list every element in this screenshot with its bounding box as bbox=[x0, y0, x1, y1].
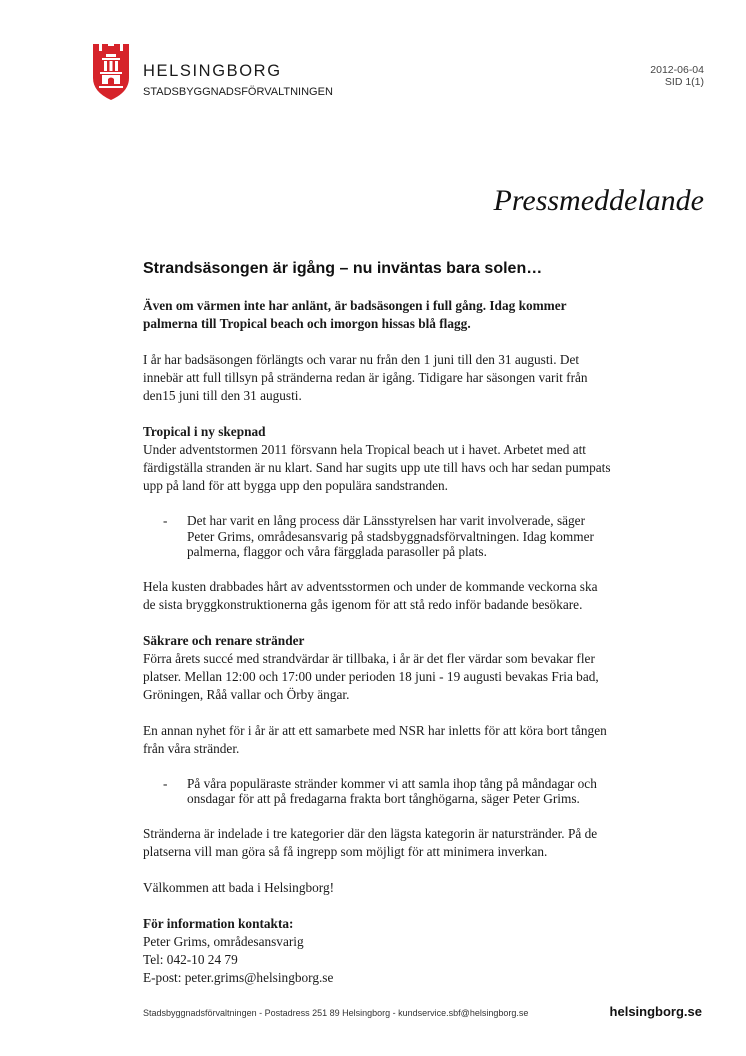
quote-text: Det har varit en lång process där Länsstyrelsen har varit involverade, säger Peter Grims, områdesansvarig på stadsbyggnadsförvaltningen. Idag kommer palmerna, flaggor och våra färgglada parasoller på plats. bbox=[187, 513, 594, 559]
document-type-heading: Pressmeddelande bbox=[493, 184, 704, 217]
quote-dash: - bbox=[163, 775, 168, 791]
press-release-title: Strandsäsongen är igång – nu inväntas bara solen… bbox=[143, 260, 543, 277]
helsingborg-crest-logo bbox=[92, 44, 130, 100]
paragraph-welcome: Välkommen att bada i Helsingborg! bbox=[143, 879, 335, 895]
paragraph-coast: Hela kusten drabbades hårt av adventsstormen och under de kommande veckorna ska de sista bryggkonstruktionerna gås igenom för att stå redo inför badande besökare. bbox=[143, 578, 598, 612]
quote-text: På våra populäraste stränder kommer vi att samla ihop tång på måndagar och onsdagar för att på fredagarna frakta bort tånghögarna, säger Peter Grims. bbox=[187, 775, 597, 806]
footer-website: helsingborg.se bbox=[609, 1004, 702, 1019]
department-name: STADSBYGGNADSFÖRVALTNINGEN bbox=[143, 86, 333, 98]
paragraph-categories: Stränderna är indelade i tre kategorier där den lägsta kategorin är naturstränder. På de platserna vill man göra så få ingrepp som möjligt för att minimera inverkan. bbox=[143, 825, 598, 859]
contact-block bbox=[143, 915, 613, 987]
lead-paragraph: Även om värmen inte har anlänt, är badsäsongen i full gång. Idag kommer palmerna till Tropical beach och imorgon hissas blå flagg. bbox=[143, 298, 567, 331]
contact-phone: Tel: 042-10 24 79 bbox=[143, 951, 238, 967]
section-text-tropical: Under adventstormen 2011 försvann hela Tropical beach ut i havet. Arbetet med att färdigställa stranden är nu klart. Sand har sugits upp ute till havs och har sedan pumpats upp på land för att bygga upp den populära sandstranden. bbox=[143, 442, 611, 493]
contact-email: E-post: peter.grims@helsingborg.se bbox=[143, 969, 334, 985]
section-tropical bbox=[143, 423, 613, 495]
press-release-body bbox=[143, 259, 613, 987]
document-meta bbox=[650, 64, 704, 88]
paragraph-season: I år har badsäsongen förlängts och varar nu från den 1 juni till den 31 augusti. Det innebär att full tillsyn på stränderna redan är igång. Tidigare har säsongen varit från den15 juni till den 31 augusti. bbox=[143, 352, 588, 403]
document-date: 2012-06-04 bbox=[650, 64, 704, 76]
section-safety bbox=[143, 632, 613, 704]
paragraph-nsr: En annan nyhet för i år är att ett samarbete med NSR har inletts för att köra bort tången från våra stränder. bbox=[143, 722, 607, 756]
quote-peter-grims-2 bbox=[143, 776, 613, 807]
organization-name: HELSINGBORG bbox=[143, 62, 282, 80]
contact-name: Peter Grims, områdesansvarig bbox=[143, 933, 304, 949]
quote-peter-grims-1 bbox=[143, 513, 613, 560]
section-heading-tropical: Tropical i ny skepnad bbox=[143, 424, 266, 439]
quote-dash: - bbox=[163, 513, 168, 528]
footer-address: Stadsbyggnadsförvaltningen - Postadress 251 89 Helsingborg - kundservice.sbf@helsingborg.se bbox=[143, 1008, 529, 1018]
section-text-safety: Förra årets succé med strandvärdar är tillbaka, i år är det fler värdar som bevakar fler platser. Mellan 12:00 och 17:00 under perioden 18 juni - 19 augusti bevakas Fria bad, Gröningen, Råå vallar och Örby ängar. bbox=[143, 650, 599, 702]
contact-heading: För information kontakta: bbox=[143, 915, 294, 931]
section-heading-safety: Säkrare och renare stränder bbox=[143, 632, 305, 648]
page-number: SID 1(1) bbox=[664, 76, 704, 88]
